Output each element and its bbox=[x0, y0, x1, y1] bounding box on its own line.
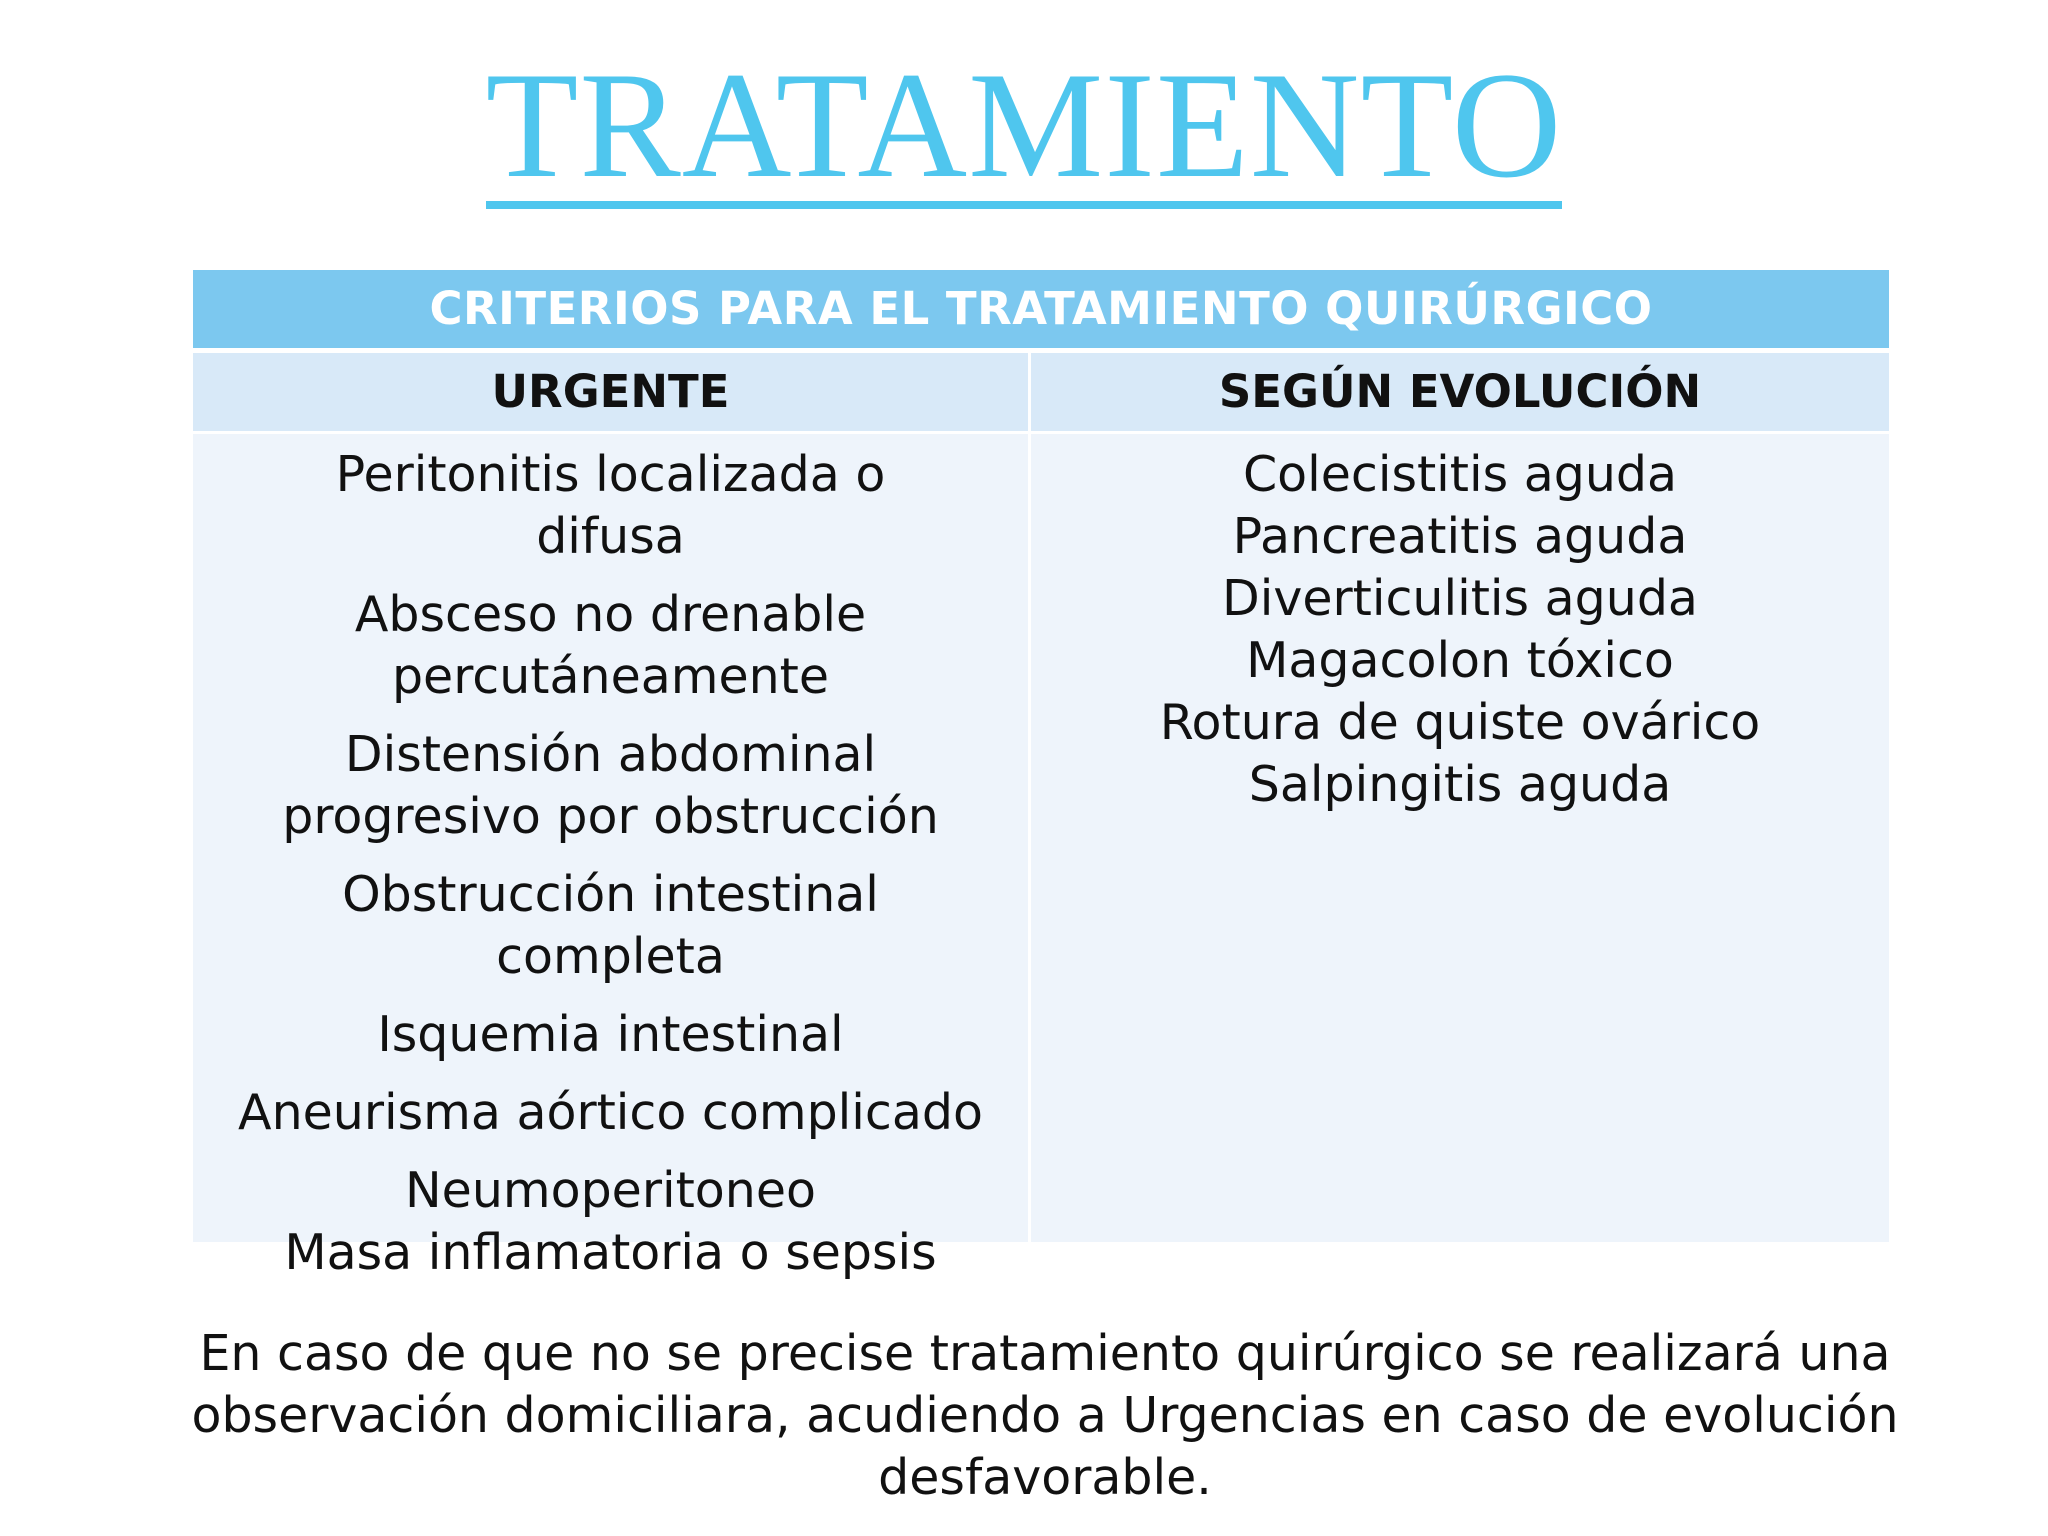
list-item: Absceso no drenable percutáneamente bbox=[354, 586, 867, 705]
column-header-urgente: URGENTE bbox=[193, 353, 1028, 431]
segun-evolucion-cell bbox=[1031, 434, 1889, 1242]
table-body-row bbox=[193, 431, 1889, 1281]
list-item: Distensión abdominal progresivo por obstrucción bbox=[282, 726, 939, 845]
list-item: Salpingitis aguda bbox=[1248, 756, 1672, 813]
list-item: Diverticulitis aguda bbox=[1222, 570, 1698, 627]
list-item: Magacolon tóxico bbox=[1246, 632, 1674, 689]
list-item: Pancreatitis aguda bbox=[1232, 508, 1688, 565]
list-item: Rotura de quiste ovárico bbox=[1159, 694, 1761, 751]
page-title-text: TRATAMIENTO bbox=[485, 41, 1563, 209]
list-item: Masa inflamatoria o sepsis bbox=[284, 1224, 937, 1281]
table-caption: CRITERIOS PARA EL TRATAMIENTO QUIRÚRGICO bbox=[193, 270, 1889, 353]
criteria-table bbox=[193, 270, 1889, 1281]
table-header-row bbox=[193, 353, 1889, 431]
list-item: Isquemia intestinal bbox=[377, 1006, 844, 1063]
list-item: Peritonitis localizada o difusa bbox=[335, 446, 886, 565]
list-item: Colecistitis aguda bbox=[1242, 446, 1678, 503]
footer-note: En caso de que no se precise tratamiento quirúrgico se realizará una observación domiciliara, acudiendo a Urgencias en caso de evolución desfavorable. bbox=[191, 1325, 1899, 1506]
column-header-segun-evolucion: SEGÚN EVOLUCIÓN bbox=[1031, 353, 1889, 431]
list-item: Aneurisma aórtico complicado bbox=[238, 1084, 983, 1141]
list-item: Obstrucción intestinal completa bbox=[342, 866, 879, 985]
list-item: Neumoperitoneo bbox=[405, 1162, 816, 1219]
urgente-cell bbox=[193, 434, 1028, 1281]
page-title bbox=[0, 41, 2048, 209]
